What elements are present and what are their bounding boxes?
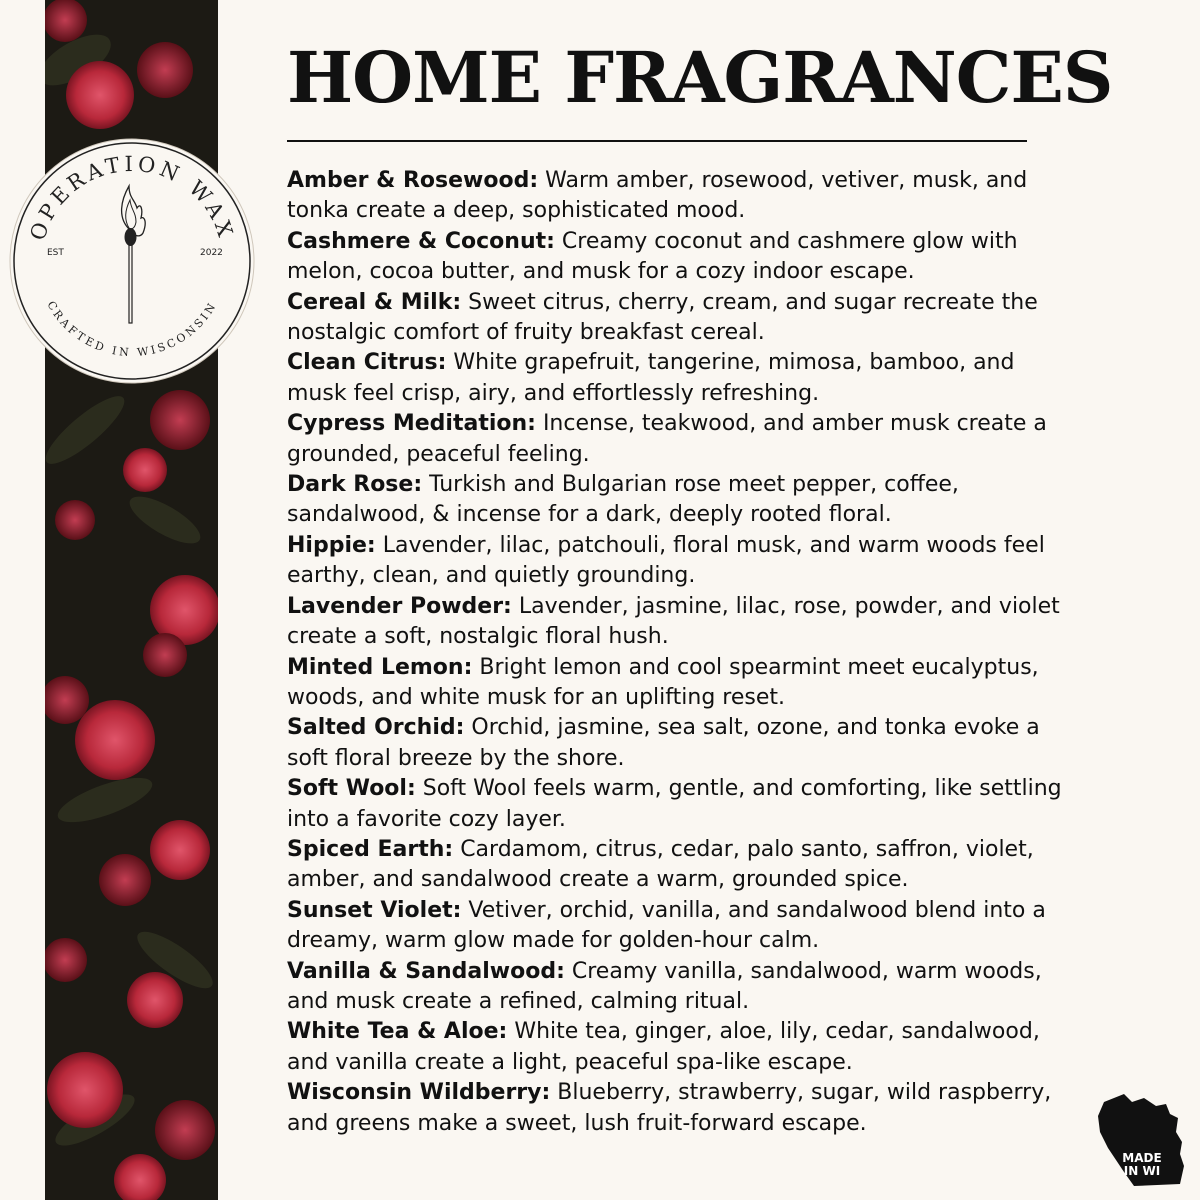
fragrance-description: Incense, teakwood, and amber musk create a grounded, peaceful feeling. — [287, 411, 1047, 467]
fragrance-name: Cereal & Milk: — [287, 289, 462, 315]
made-in-wi-badge — [1094, 1088, 1190, 1192]
badge-est-year: 2022 — [200, 248, 223, 258]
fragrance-item — [287, 1017, 1077, 1078]
fragrance-name: Spiced Earth: — [287, 836, 454, 862]
fragrance-item — [287, 896, 1077, 957]
fragrance-name: Soft Wool: — [287, 776, 416, 802]
badge-seal — [9, 138, 255, 384]
brand-badge — [9, 138, 255, 384]
fragrance-description: Sweet citrus, cherry, cream, and sugar recreate the nostalgic comfort of fruity breakfast cereal. — [287, 289, 1038, 346]
fragrance-name: Wisconsin Wildberry: — [287, 1080, 551, 1106]
fragrance-item — [287, 835, 1077, 896]
badge-est-label: EST — [47, 248, 64, 258]
fragrance-description: Creamy coconut and cashmere glow with melon, cocoa butter, and musk for a cozy indoor escape. — [287, 228, 1018, 285]
fragrance-list — [287, 166, 1077, 1139]
fragrance-name: Salted Orchid: — [287, 715, 465, 741]
fragrance-name: Lavender Powder: — [287, 593, 512, 619]
fragrance-item — [287, 348, 1077, 409]
fragrance-item — [287, 166, 1077, 227]
fragrance-description: Orchid, jasmine, sea salt, ozone, and tonka evoke a soft floral breeze by the shore. — [287, 715, 1040, 771]
fragrance-description: Turkish and Bulgarian rose meet pepper, coffee, sandalwood, & incense for a dark, deeply rooted floral. — [287, 472, 959, 528]
made-in-wi-line2: IN WI — [1123, 1164, 1161, 1178]
fragrance-item — [287, 713, 1077, 774]
fragrance-name: Dark Rose: — [287, 472, 423, 498]
fragrance-description: Lavender, jasmine, lilac, rose, powder, and violet create a soft, nostalgic floral hush. — [287, 593, 1060, 650]
fragrance-name: Clean Citrus: — [287, 350, 447, 376]
fragrance-name: Cypress Meditation: — [287, 411, 536, 437]
fragrance-name: Cashmere & Coconut: — [287, 228, 555, 254]
made-in-wi-line1: MADE — [1122, 1151, 1162, 1165]
fragrance-item — [287, 957, 1077, 1018]
fragrance-description: Vetiver, orchid, vanilla, and sandalwood blend into a dreamy, warm glow made for golden-hour calm. — [287, 897, 1046, 954]
fragrance-name: Vanilla & Sandalwood: — [287, 958, 565, 984]
fragrance-description: White grapefruit, tangerine, mimosa, bamboo, and musk feel crisp, airy, and effortlessly refreshing. — [287, 350, 1015, 406]
fragrance-name: Minted Lemon: — [287, 654, 473, 680]
fragrance-name: White Tea & Aloe: — [287, 1019, 508, 1045]
title-divider — [287, 140, 1027, 142]
fragrance-description: Soft Wool feels warm, gentle, and comforting, like settling into a favorite cozy layer. — [287, 776, 1062, 832]
fragrance-name: Hippie: — [287, 532, 376, 558]
fragrance-item — [287, 409, 1077, 470]
fragrance-name: Sunset Violet: — [287, 897, 462, 923]
fragrance-description: Cardamom, citrus, cedar, palo santo, saffron, violet, amber, and sandalwood create a warm, grounded spice. — [287, 836, 1034, 893]
fragrance-item — [287, 227, 1077, 288]
fragrance-description: Blueberry, strawberry, sugar, wild raspberry, and greens make a sweet, lush fruit-forward escape. — [287, 1080, 1052, 1136]
fragrance-description: Warm amber, rosewood, vetiver, musk, and tonka create a deep, sophisticated mood. — [287, 168, 1028, 224]
fragrance-item — [287, 653, 1077, 714]
fragrance-description: Lavender, lilac, patchouli, floral musk, and warm woods feel earthy, clean, and quietly grounding. — [287, 532, 1045, 589]
fragrance-item — [287, 288, 1077, 349]
fragrance-item — [287, 592, 1077, 653]
badge-brand-text: OPERATION WAX — [25, 151, 239, 244]
made-in-wi-label — [1114, 1152, 1170, 1178]
fragrance-description: White tea, ginger, aloe, lily, cedar, sandalwood, and vanilla create a light, peaceful spa-like escape. — [287, 1019, 1040, 1075]
fragrance-item — [287, 531, 1077, 592]
fragrance-item — [287, 1078, 1077, 1139]
fragrance-item — [287, 470, 1077, 531]
page-title: HOME FRAGRANCES — [287, 36, 1113, 119]
badge-tagline-text: CRAFTED IN WISCONSIN — [44, 298, 220, 360]
fragrance-description: Creamy vanilla, sandalwood, warm woods, and musk create a refined, calming ritual. — [287, 958, 1042, 1014]
fragrance-name: Amber & Rosewood: — [287, 168, 539, 193]
fragrance-item — [287, 774, 1077, 835]
fragrance-description: Bright lemon and cool spearmint meet eucalyptus, woods, and white musk for an uplifting reset. — [287, 654, 1039, 710]
